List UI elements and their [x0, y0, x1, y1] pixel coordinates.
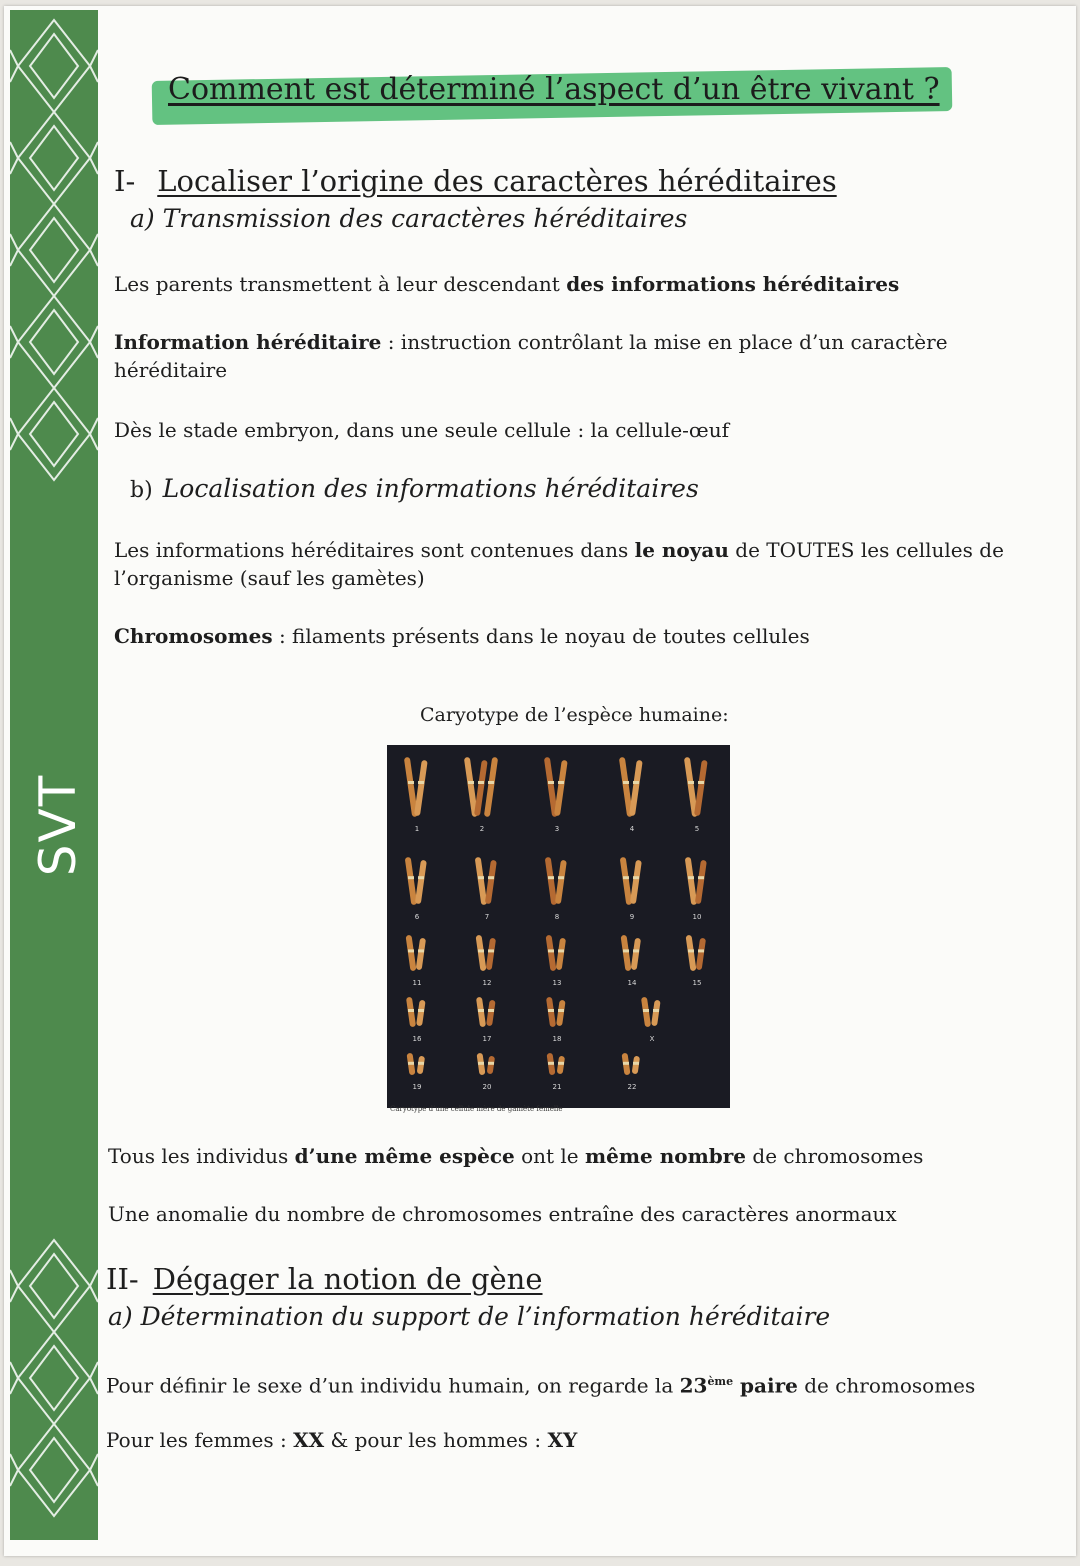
chromosome — [416, 1000, 426, 1027]
chromosome-band — [623, 781, 629, 784]
chromosome-band — [478, 949, 484, 952]
chromosome-pair-label: 10 — [692, 913, 702, 921]
chromosome-pair — [686, 935, 707, 971]
title-block — [168, 72, 940, 107]
chromosome-band — [418, 1009, 424, 1012]
chromosome — [476, 935, 487, 971]
bold-span: XX — [293, 1428, 325, 1452]
chromosome — [417, 1056, 425, 1075]
text-span: de chromosomes — [797, 1373, 976, 1398]
section-2-title: Dégager la notion de gène — [152, 1262, 543, 1296]
figure-caption: Caryotype de l’espèce humaine: — [420, 704, 729, 726]
definition-text: : instruction contrôlant la mise en place d’un caractère — [381, 330, 948, 354]
chromosome — [556, 938, 566, 971]
paragraph-xx-xy — [106, 1426, 577, 1454]
text-span: Les informations héréditaires sont contenues dans — [114, 538, 635, 562]
chromosome-pair-label: 11 — [412, 979, 422, 987]
chromosome — [630, 860, 642, 904]
chromosome-pair — [476, 997, 496, 1028]
chromosome-band — [633, 876, 639, 879]
chromosome-band — [418, 876, 424, 879]
chromosome — [556, 1000, 566, 1027]
bold-span: d’une même espèce — [294, 1144, 515, 1168]
chromosome-pair-label: 17 — [482, 1035, 492, 1043]
chromosome-pair-label: 5 — [694, 825, 700, 833]
chromosome-pair — [641, 997, 661, 1028]
chromosome-band — [418, 781, 424, 784]
chromosome-pair — [475, 857, 497, 905]
chromosome-pair-label: 14 — [627, 979, 637, 987]
chromosome — [416, 938, 426, 971]
chromosome-pair-label: 8 — [554, 913, 560, 921]
section-2-heading — [106, 1262, 543, 1296]
chromosome-pair-label: 20 — [482, 1083, 492, 1091]
subject-band — [10, 10, 98, 1540]
bold-span: des informations héréditaires — [566, 272, 900, 296]
chromosome-band — [548, 949, 554, 952]
chromosome-pair — [684, 757, 708, 817]
chromosome — [629, 760, 643, 816]
chromosome — [555, 860, 567, 904]
chromosome — [554, 760, 568, 816]
text-span: de chromosomes — [746, 1144, 924, 1168]
chromosome — [620, 857, 633, 905]
chromosome-band — [633, 1062, 639, 1065]
chromosome-pair — [546, 997, 566, 1028]
chromosome-band — [698, 949, 704, 952]
chromosome-pair — [406, 935, 427, 971]
section-1b-letter: b) — [130, 478, 153, 503]
chromosome-pair — [544, 757, 568, 817]
chromosome-pair-label: 13 — [552, 979, 562, 987]
chromosome-band — [558, 876, 564, 879]
chromosome-band — [623, 876, 629, 879]
chromosome-pair-label: 19 — [412, 1083, 422, 1091]
chromosome-pair-label: 18 — [552, 1035, 562, 1043]
bold-span: XY — [547, 1428, 578, 1452]
chromosome-band — [653, 1009, 659, 1012]
chromosome-band — [623, 949, 629, 952]
chromosome — [486, 938, 496, 971]
chromosome-band — [558, 1009, 564, 1012]
chromosome-band — [548, 876, 554, 879]
chromosome — [546, 935, 557, 971]
paragraph-noyau — [114, 536, 1004, 592]
chromosome-pair-label: 12 — [482, 979, 492, 987]
chromosome-pair-label: X — [649, 1035, 655, 1043]
chromosome-pair — [406, 1053, 425, 1076]
subject-label: SVT — [29, 773, 88, 877]
definition-term: Information héréditaire — [114, 330, 382, 354]
chromosome-band — [688, 781, 694, 784]
chromosome-band — [548, 781, 554, 784]
text-span: ont le — [514, 1144, 585, 1168]
chromosome-band — [488, 876, 494, 879]
chromosome-band — [633, 781, 639, 784]
paragraph-anomalie: Une anomalie du nombre de chromosomes entraîne des caractères anormaux — [108, 1202, 897, 1226]
chromosome — [485, 860, 497, 904]
section-1-title: Localiser l’origine des caractères héréditaires — [157, 164, 837, 198]
chromosome-pair-label: 1 — [414, 825, 420, 833]
section-1-heading — [114, 164, 837, 198]
chromosome — [405, 857, 418, 905]
chromosome-band — [558, 781, 564, 784]
karyotype-image — [387, 745, 730, 1108]
chromosome-band — [478, 876, 484, 879]
paragraph-meme-nombre — [108, 1142, 923, 1170]
chromosome-pair — [685, 857, 707, 905]
chromosome-pair — [621, 1053, 640, 1076]
chromosome — [414, 760, 428, 816]
chromosome-band — [688, 949, 694, 952]
chromosome-band — [478, 781, 484, 784]
chromosome-pair-label: 9 — [629, 913, 635, 921]
chromosome — [557, 1056, 565, 1075]
chromosome-pair — [620, 857, 642, 905]
chromosome-band — [408, 1009, 414, 1012]
chromosome-band — [408, 949, 414, 952]
chromosome-pair-label: 15 — [692, 979, 702, 987]
chromosome-band — [488, 1009, 494, 1012]
chromosome — [487, 1056, 495, 1075]
chromosome-pair — [476, 935, 497, 971]
section-2a-heading: a) Détermination du support de l’information héréditaire — [108, 1302, 831, 1331]
definition-information — [114, 328, 948, 384]
bold-span: paire — [733, 1373, 798, 1398]
chromosome-band — [408, 1062, 414, 1065]
section-2-number: II- — [106, 1262, 139, 1296]
bold-span: le noyau — [634, 538, 729, 562]
text-span: Les parents transmettent à leur descendant — [114, 272, 567, 296]
chromosome-band — [488, 949, 494, 952]
chromosome-band — [548, 1062, 554, 1065]
figure-footnote: Caryotype d’une cellule mère de gamète femelle — [390, 1105, 563, 1113]
chromosome-pair-label: 22 — [627, 1083, 637, 1091]
section-1a-heading: a) Transmission des caractères héréditaires — [130, 204, 688, 233]
chromosome-pair-label: 6 — [414, 913, 420, 921]
chromosome-band — [488, 781, 494, 784]
text-span: l’organisme (sauf les gamètes) — [114, 566, 425, 590]
chromosome-pair-label: 2 — [479, 825, 485, 833]
chromosome-pair — [406, 997, 426, 1028]
chromosome-band — [633, 949, 639, 952]
chromosome-band — [408, 781, 414, 784]
chromosome — [686, 935, 697, 971]
karyotype-drawing — [387, 745, 730, 1108]
chromosome-pair-label: 3 — [554, 825, 560, 833]
chromosome — [406, 935, 417, 971]
definition-chromosomes — [114, 622, 810, 650]
chromosome-band — [558, 949, 564, 952]
definition-text-cont: héréditaire — [114, 358, 228, 382]
chromosome-pair — [404, 757, 428, 817]
chromosome-pair-label: 7 — [484, 913, 490, 921]
chromosome-band — [488, 1062, 494, 1065]
chromosome-band — [643, 1009, 649, 1012]
chromosome-band — [548, 1009, 554, 1012]
chromosome — [695, 860, 707, 904]
chromosome-band — [408, 876, 414, 879]
chromosome-band — [698, 876, 704, 879]
chromosome-pair-label: 16 — [412, 1035, 422, 1043]
chromosome-pair — [619, 757, 643, 817]
chromosome-band — [478, 1062, 484, 1065]
chromosome — [651, 1000, 661, 1027]
chromosome — [696, 938, 706, 971]
paragraph-embryon: Dès le stade embryon, dans une seule cellule : la cellule-œuf — [114, 418, 729, 442]
chromosome-band — [418, 949, 424, 952]
chromosome — [685, 857, 698, 905]
chromosome — [486, 1000, 496, 1027]
chromosome-pair — [476, 1053, 495, 1076]
text-span: & pour les hommes : — [324, 1428, 548, 1452]
chromosome-pair — [545, 857, 567, 905]
paragraph-sexe — [106, 1368, 975, 1400]
chromosome-band — [623, 1062, 629, 1065]
chromosome-pair — [621, 935, 642, 971]
chromosome — [545, 857, 558, 905]
chromosome-pair — [464, 757, 498, 817]
chromosome — [631, 938, 641, 971]
bold-span: même nombre — [585, 1144, 747, 1168]
superscript: ème — [707, 1375, 734, 1388]
definition-term: Chromosomes — [114, 624, 273, 648]
chromosome — [475, 857, 488, 905]
text-span: de TOUTES les cellules de — [728, 538, 1004, 562]
section-1b-heading — [130, 474, 699, 503]
chromosome — [694, 760, 708, 816]
chromosome-band — [468, 781, 474, 784]
section-1-number: I- — [114, 164, 136, 198]
chromosome-band — [558, 1062, 564, 1065]
chromosome-pair-label: 21 — [552, 1083, 562, 1091]
chromosome — [632, 1056, 640, 1075]
definition-text: : filaments présents dans le noyau de toutes cellules — [272, 624, 810, 648]
chromosome-band — [418, 1062, 424, 1065]
bold-span: 23 — [679, 1373, 708, 1398]
chromosome-band — [478, 1009, 484, 1012]
chromosome-band — [698, 781, 704, 784]
paragraph-transmission — [114, 270, 899, 298]
chromosome-pair — [405, 857, 427, 905]
text-span: Pour les femmes : — [106, 1428, 294, 1452]
chromosome-pair — [546, 1053, 565, 1076]
text-span: Tous les individus — [108, 1144, 295, 1168]
page-title: Comment est déterminé l’aspect d’un être vivant ? — [168, 72, 940, 107]
chromosome — [415, 860, 427, 904]
section-1b-title: Localisation des informations héréditaires — [162, 474, 699, 503]
chromosome-band — [688, 876, 694, 879]
chromosome — [621, 935, 632, 971]
chromosome-pair — [546, 935, 567, 971]
text-span: Pour définir le sexe d’un individu humain, on regarde la — [106, 1373, 680, 1398]
chromosome-pair-label: 4 — [629, 825, 635, 833]
